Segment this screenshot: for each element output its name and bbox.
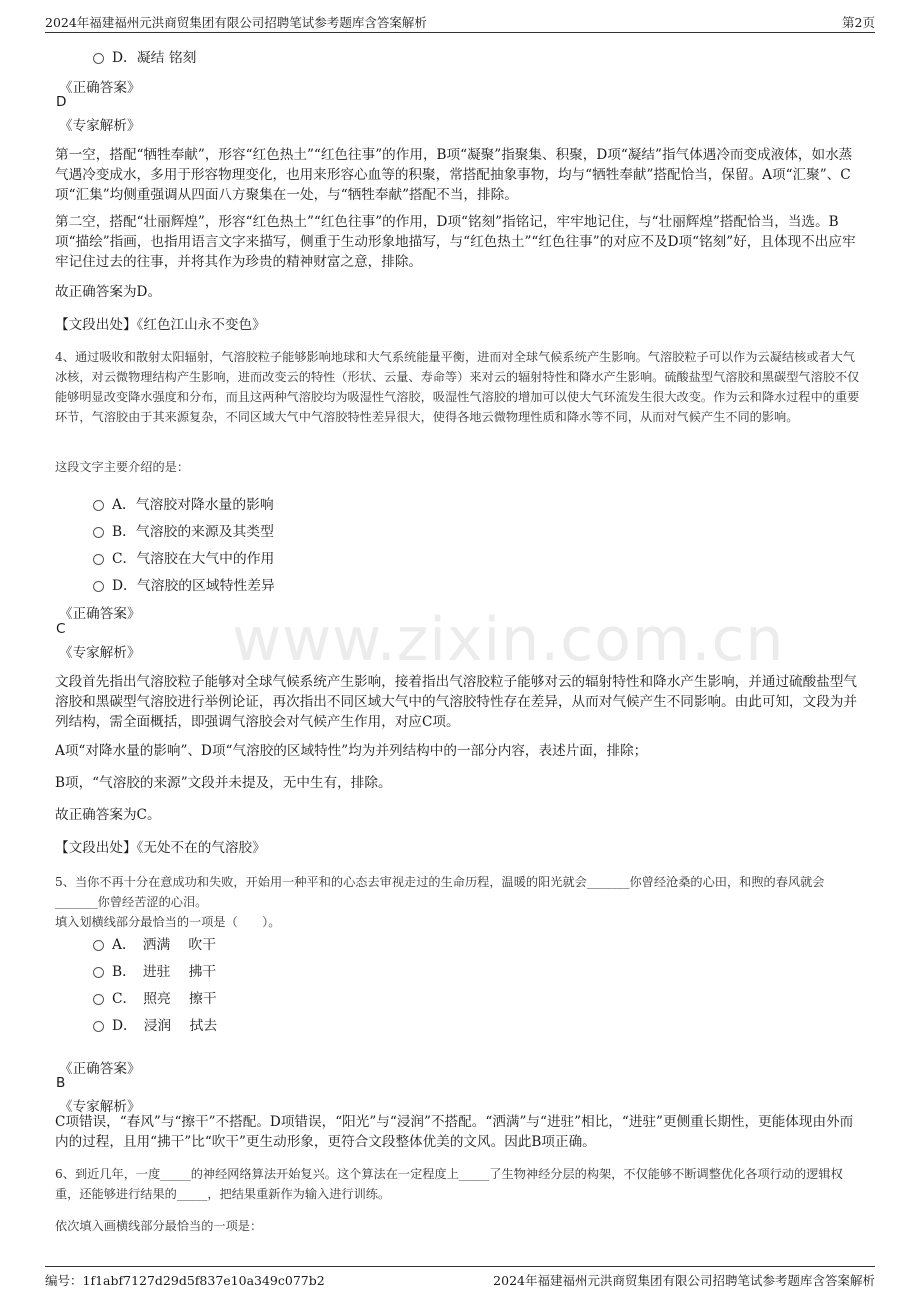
q3-analysis-2: 第二空，搭配“壮丽辉煌”，形容“红色热土”“红色往事”的作用，D项“铭刻”指铭记，牢牢地记住，与“壮丽辉煌”搭配恰当，当选。B项“描绘”指画，也指用语言文字来描写，侧重于生动形象地描写，与“红色热土”“红色往事”的对应不及D项“铭刻”好，且体现不出应牢牢记住过去的往事，并将其作为珍贵的精神财富之意，排除。 <box>55 214 856 270</box>
option-label: C． 照亮 擦干 <box>112 991 217 1007</box>
q4-question: 这段文字主要介绍的是： <box>55 460 190 474</box>
option-label: D．气溶胶的区域特性差异 <box>112 578 275 594</box>
analysis-label: 《专家解析》 <box>59 118 141 134</box>
q6-question: 依次填入画横线部分最恰当的一项是： <box>55 1219 263 1233</box>
q3-answer: D <box>56 94 67 110</box>
option-label: B．气溶胶的来源及其类型 <box>112 524 274 540</box>
q4-option-a[interactable] <box>93 493 274 513</box>
radio-icon <box>93 940 104 951</box>
radio-icon <box>93 994 104 1005</box>
q3-source: 【文段出处】《红色江山永不变色》 <box>55 317 266 333</box>
radio-icon <box>93 53 104 64</box>
option-label: D．凝结 铭刻 <box>112 50 197 66</box>
q4-source: 【文段出处】《无处不在的气溶胶》 <box>55 840 266 856</box>
q4-answer: C <box>56 621 66 637</box>
correct-answer-label: 《正确答案》 <box>59 1061 141 1077</box>
q4-conclusion: 故正确答案为C。 <box>55 807 161 823</box>
page-header <box>45 10 875 33</box>
q4-option-c[interactable] <box>93 547 274 567</box>
q4-stem: 4、通过吸收和散射太阳辐射，气溶胶粒子能够影响地球和大气系统能量平衡，进而对全球气候系统产生影响。气溶胶粒子可以作为云凝结核或者大气冰核，对云微物理结构产生影响，进而改变云的特性（形状、云量、寿命等）来对云的辐射特性和降水产生影响。硫酸盐型气溶胶和黑碳型气溶胶不仅能够明显改变降水强度和分布，而且这两种气溶胶均为吸湿性气溶胶，吸湿性气溶胶的增加可以使大气环流发生很大改变。作为云和降水过程中的重要环节，气溶胶由于其来源复杂，不同区域大气中气溶胶特性差异很大，使得各地云微物理性质和降水等不同，从而对气候产生不同的影响。 <box>55 350 860 424</box>
q3-analysis-1: 第一空，搭配“牺牲奉献”，形容“红色热土”“红色往事”的作用，B项“凝聚”指聚集、积聚，D项“凝结”指气体遇冷而变成液体，如水蒸气遇冷变成水，多用于形容物理变化，也用来形容心血等的积聚，常搭配抽象事物，均与“牺牲奉献”搭配恰当，保留。A项“汇聚”、C项“汇集”均侧重强调从四面八方聚集在一处，与“牺牲奉献”搭配不当，排除。 <box>55 147 853 203</box>
option-label: B． 进驻 拂干 <box>112 964 217 980</box>
option-label: A． 洒满 吹干 <box>112 937 217 953</box>
footer-title: 2024年福建福州元洪商贸集团有限公司招聘笔试参考题库含答案解析 <box>493 1273 875 1288</box>
page-footer <box>45 1266 875 1289</box>
correct-answer-label: 《正确答案》 <box>59 80 141 96</box>
header-title: 2024年福建福州元洪商贸集团有限公司招聘笔试参考题库含答案解析 <box>45 15 427 30</box>
q5-analysis: C项错误，“春风”与“擦干”不搭配。D项错误，“阳光”与“浸润”不搭配。“洒满”与“进驻”相比，“进驻”更侧重长期性，更能体现由外而内的过程，且用“拂干”比“吹干”更生动形象，更符合文段整体优美的文风。因此B项正确。 <box>55 1114 854 1150</box>
watermark: www.zixin.com.cn <box>232 605 785 675</box>
q4-option-d[interactable] <box>93 574 275 594</box>
q4-analysis-2: A项“对降水量的影响”、D项“气溶胶的区域特性”均为并列结构中的一部分内容，表述片面，排除； <box>55 743 648 759</box>
q4-analysis-3: B项，“气溶胶的来源”文段并未提及，无中生有，排除。 <box>55 775 392 791</box>
q6-stem: 6、到近几年，一度_____的神经网络算法开始复兴。这个算法在一定程度上_____了生物神经分层的构架，不仅能够不断调整优化各项行动的逻辑权重，还能够进行结果的_____，把结果重新作为输入进行训练。 <box>55 1167 843 1201</box>
q3-option-d[interactable] <box>93 46 196 66</box>
q5-stem: 5、当你不再十分在意成功和失败，开始用一种平和的心态去审视走过的生命历程，温暖的阳光就会_______你曾经沧桑的心田，和煦的春风就会_______你曾经苦涩的心泪。 <box>55 875 825 909</box>
q5-option-c[interactable] <box>93 987 217 1007</box>
q5-option-b[interactable] <box>93 960 216 980</box>
radio-icon <box>93 1021 104 1032</box>
radio-icon <box>93 554 104 565</box>
radio-icon <box>93 581 104 592</box>
option-label: D． 浸润 拭去 <box>112 1018 218 1034</box>
q3-conclusion: 故正确答案为D。 <box>55 284 162 300</box>
radio-icon <box>93 527 104 538</box>
document-id: 编号：1f1abf7127d29d5f837e10a349c077b2 <box>45 1273 325 1288</box>
q5-option-a[interactable] <box>93 933 216 953</box>
q5-answer: B <box>56 1075 66 1091</box>
radio-icon <box>93 500 104 511</box>
analysis-label: 《专家解析》 <box>59 645 141 661</box>
correct-answer-label: 《正确答案》 <box>59 606 141 622</box>
analysis-label: 《专家解析》 <box>59 1099 141 1115</box>
option-label: C．气溶胶在大气中的作用 <box>112 551 275 567</box>
option-label: A．气溶胶对降水量的影响 <box>112 497 274 513</box>
q5-option-d[interactable] <box>93 1014 217 1034</box>
q4-analysis-1: 文段首先指出气溶胶粒子能够对全球气候系统产生影响，接着指出气溶胶粒子能够对云的辐射特性和降水产生影响，并通过硫酸盐型气溶胶和黑碳型气溶胶进行举例论证，再次指出不同区域大气中的气溶胶特性存在差异，从而对气候产生不同影响。由此可知，文段为并列结构，需全面概括，即强调气溶胶会对气候产生作用，对应C项。 <box>55 674 858 730</box>
q5-question: 填入划横线部分最恰当的一项是（ ）。 <box>55 915 281 929</box>
page-number: 第2页 <box>842 15 875 30</box>
radio-icon <box>93 967 104 978</box>
q4-option-b[interactable] <box>93 520 274 540</box>
